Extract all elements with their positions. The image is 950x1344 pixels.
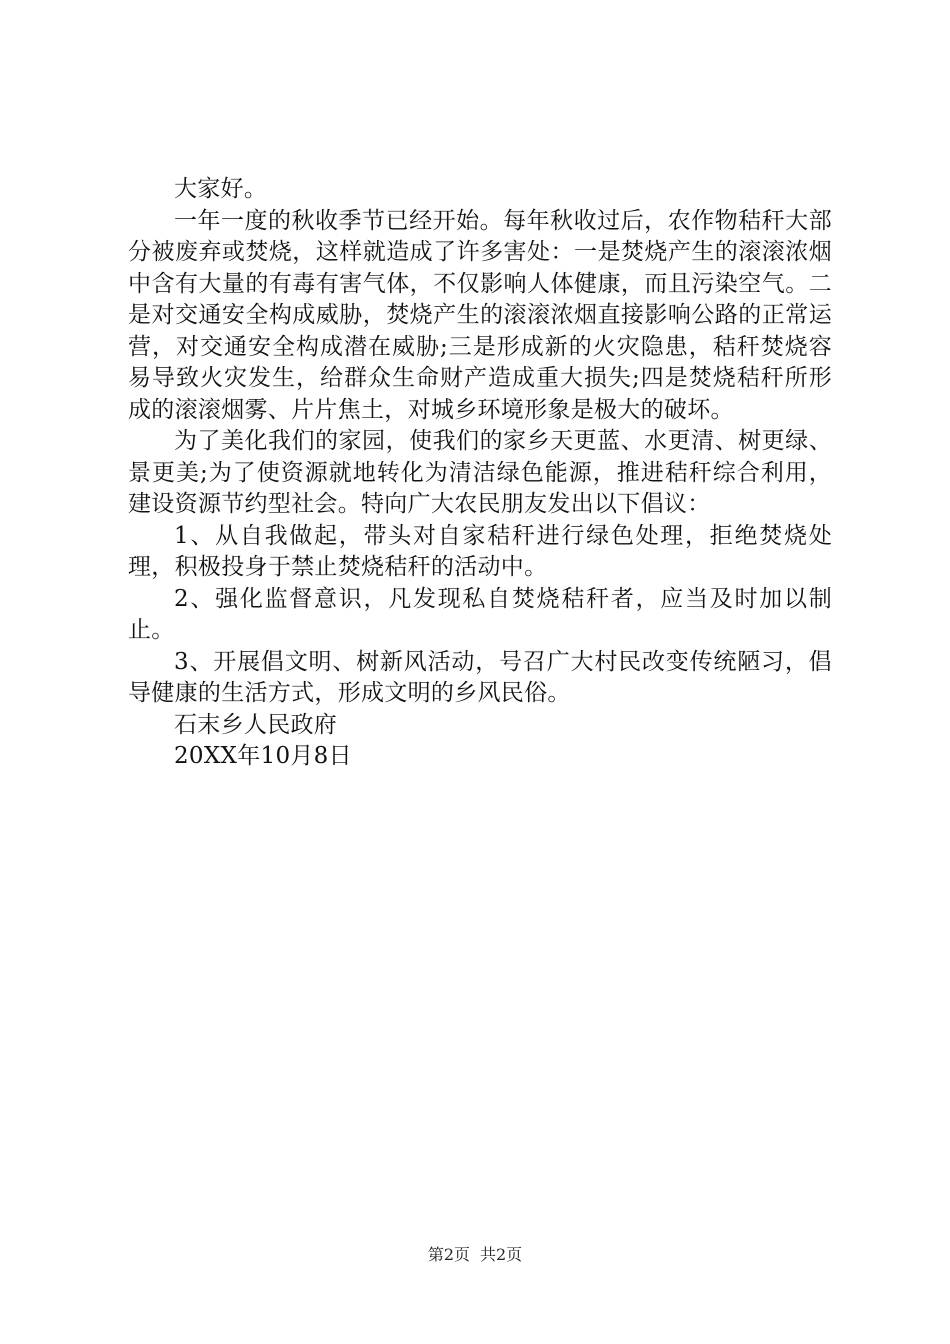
proposal-item-3: 3、开展倡文明、树新风活动，号召广大村民改变传统陋习，倡导健康的生活方式，形成文明的乡风民俗。	[128, 648, 832, 706]
paragraph-harms: 一年一度的秋收季节已经开始。每年秋收过后，农作物秸秆大部分被废弃或焚烧，这样就造成了许多害处：一是焚烧产生的滚滚浓烟中含有大量的有毒有害气体，不仅影响人体健康，而且污染空气。二是对交通安全构成威胁，焚烧产生的滚滚浓烟直接影响公路的正常运营，对交通安全构成潜在威胁;三是形成新的火灾隐患，秸秆焚烧容易导致火灾发生，给群众生命财产造成重大损失;四是焚烧秸秆所形成的滚滚烟雾、片片焦土，对城乡环境形象是极大的破坏。	[128, 207, 832, 423]
page-number: 第2页	[427, 1245, 470, 1264]
document-body	[128, 174, 832, 773]
proposal-item-1: 1、从自我做起，带头对自家秸秆进行绿色处理，拒绝焚烧处理，积极投身于禁止焚烧秸秆的活动中。	[128, 522, 832, 580]
paragraph-initiative: 为了美化我们的家园，使我们的家乡天更蓝、水更清、树更绿、景更美;为了使资源就地转化为清洁绿色能源，推进秸秆综合利用，建设资源节约型社会。特向广大农民朋友发出以下倡议：	[128, 428, 832, 517]
greeting: 大家好。	[174, 176, 268, 202]
proposal-item-2: 2、强化监督意识，凡发现私自焚烧秸秆者，应当及时加以制止。	[128, 585, 832, 643]
signature-organization: 石末乡人民政府	[174, 711, 338, 738]
page-total: 共2页	[480, 1245, 523, 1264]
page-footer	[0, 1245, 950, 1265]
signature-date: 20XX年10月8日	[174, 743, 352, 769]
